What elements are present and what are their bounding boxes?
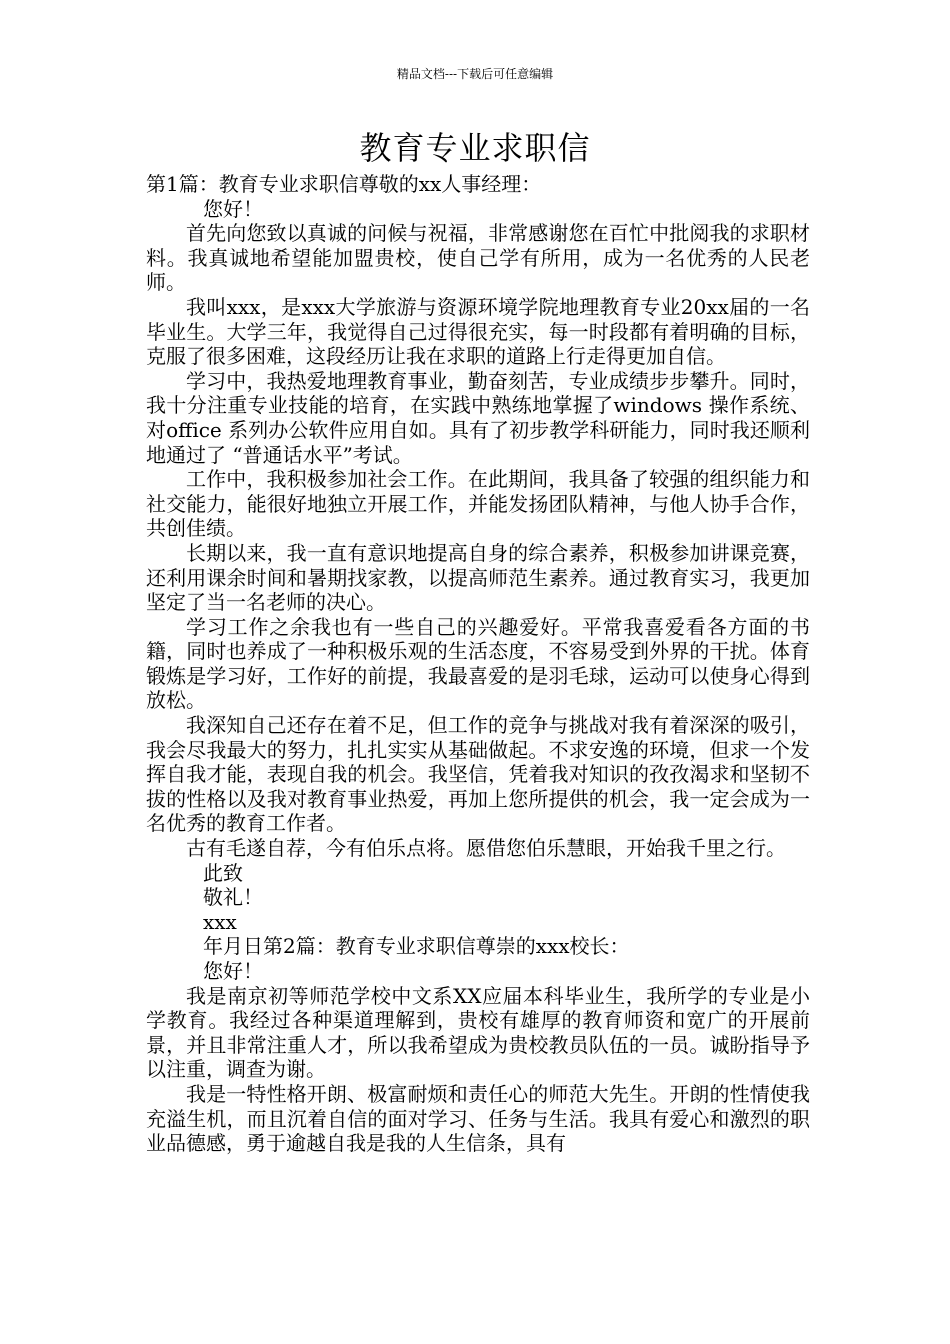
document-title: 教育专业求职信 — [359, 129, 591, 167]
letter1-paragraph: 古有毛遂自荐，今有伯乐点将。愿借您伯乐慧眼，开始我千里之行。 — [186, 836, 786, 861]
letter1-paragraph: 我深知自己还存在着不足，但工作的竞争与挑战对我有着深深的吸引，我会尽我最大的努力，扎扎实实从基础做起。不求安逸的环境，但求一个发挥自我才能，表现自我的机会。我坚信，凭着我对知识的孜孜渴求和坚韧不拔的性格以及我对教育事业热爱，再加上您所提供的机会，我一定会成为一名优秀的教育工作者。 — [146, 713, 810, 836]
document-body — [146, 172, 810, 1156]
letter2-heading: 年月日第2篇：教育专业求职信尊崇的xxx校长： — [203, 934, 630, 959]
letter1-heading: 第1篇：教育专业求职信尊敬的xx人事经理： — [146, 172, 542, 196]
letter2-paragraph: 我是南京初等师范学校中文系XX应届本科毕业生，我所学的专业是小学教育。我经过各种渠道理解到，贵校有雄厚的教育师资和宽广的开展前景，并且非常注重人才，所以我希望成为贵校教员队伍的一员。诚盼指导予以注重，调查为谢。 — [146, 983, 810, 1082]
letter2-paragraph: 我是一特性格开朗、极富耐烦和责任心的师范大先生。开朗的性情使我充溢生机，而且沉着自信的面对学习、任务与生活。我具有爱心和激烈的职业品德感，勇于逾越自我是我的人生信条，具有 — [146, 1081, 810, 1156]
letter1-paragraph: 长期以来，我一直有意识地提高自身的综合素养，积极参加讲课竞赛，还利用课余时间和暑期找家教，以提高师范生素养。通过教育实习，我更加坚定了当一名老师的决心。 — [146, 540, 810, 615]
letter1-greeting: 您好！ — [203, 196, 263, 221]
letter1-paragraph: 我叫xxx，是xxx大学旅游与资源环境学院地理教育专业20xx届的一名毕业生。大学三年，我觉得自己过得很充实，每一时段都有着明确的目标，克服了很多困难，这段经历让我在求职的道路上行走得更加自信。 — [146, 294, 810, 369]
page-header: 精品文档---下载后可任意编辑 — [396, 67, 554, 81]
letter2-greeting: 您好！ — [203, 959, 263, 983]
letter1-paragraph: 工作中，我积极参加社会工作。在此期间，我具备了较强的组织能力和社交能力，能很好地独立开展工作，并能发扬团队精神，与他人协手合作，共创佳绩。 — [146, 467, 810, 541]
letter1-salute: 敬礼！ — [203, 885, 263, 910]
letter1-paragraph: 首先向您致以真诚的问候与祝福，非常感谢您在百忙中批阅我的求职材料。我真诚地希望能加盟贵校，使自己学有所用，成为一名优秀的人民老师。 — [146, 221, 810, 295]
letter1-paragraph: 学习工作之余我也有一些自己的兴趣爱好。平常我喜爱看各方面的书籍，同时也养成了一种积极乐观的生活态度，不容易受到外界的干扰。体育锻炼是学习好，工作好的前提，我最喜爱的是羽毛球，运动可以使身心得到放松。 — [146, 614, 810, 713]
letter1-closing: 此致 — [203, 860, 243, 885]
letter1-signature: xxx — [203, 909, 237, 934]
letter1-paragraph: 学习中，我热爱地理教育事业，勤奋刻苦，专业成绩步步攀升。同时，我十分注重专业技能的培育，在实践中熟练地掌握了windows 操作系统、对office 系列办公软件应用自如。具有了初步教学科研能力，同时我还顺利地通过了 “普通话水平”考试。 — [146, 368, 810, 467]
